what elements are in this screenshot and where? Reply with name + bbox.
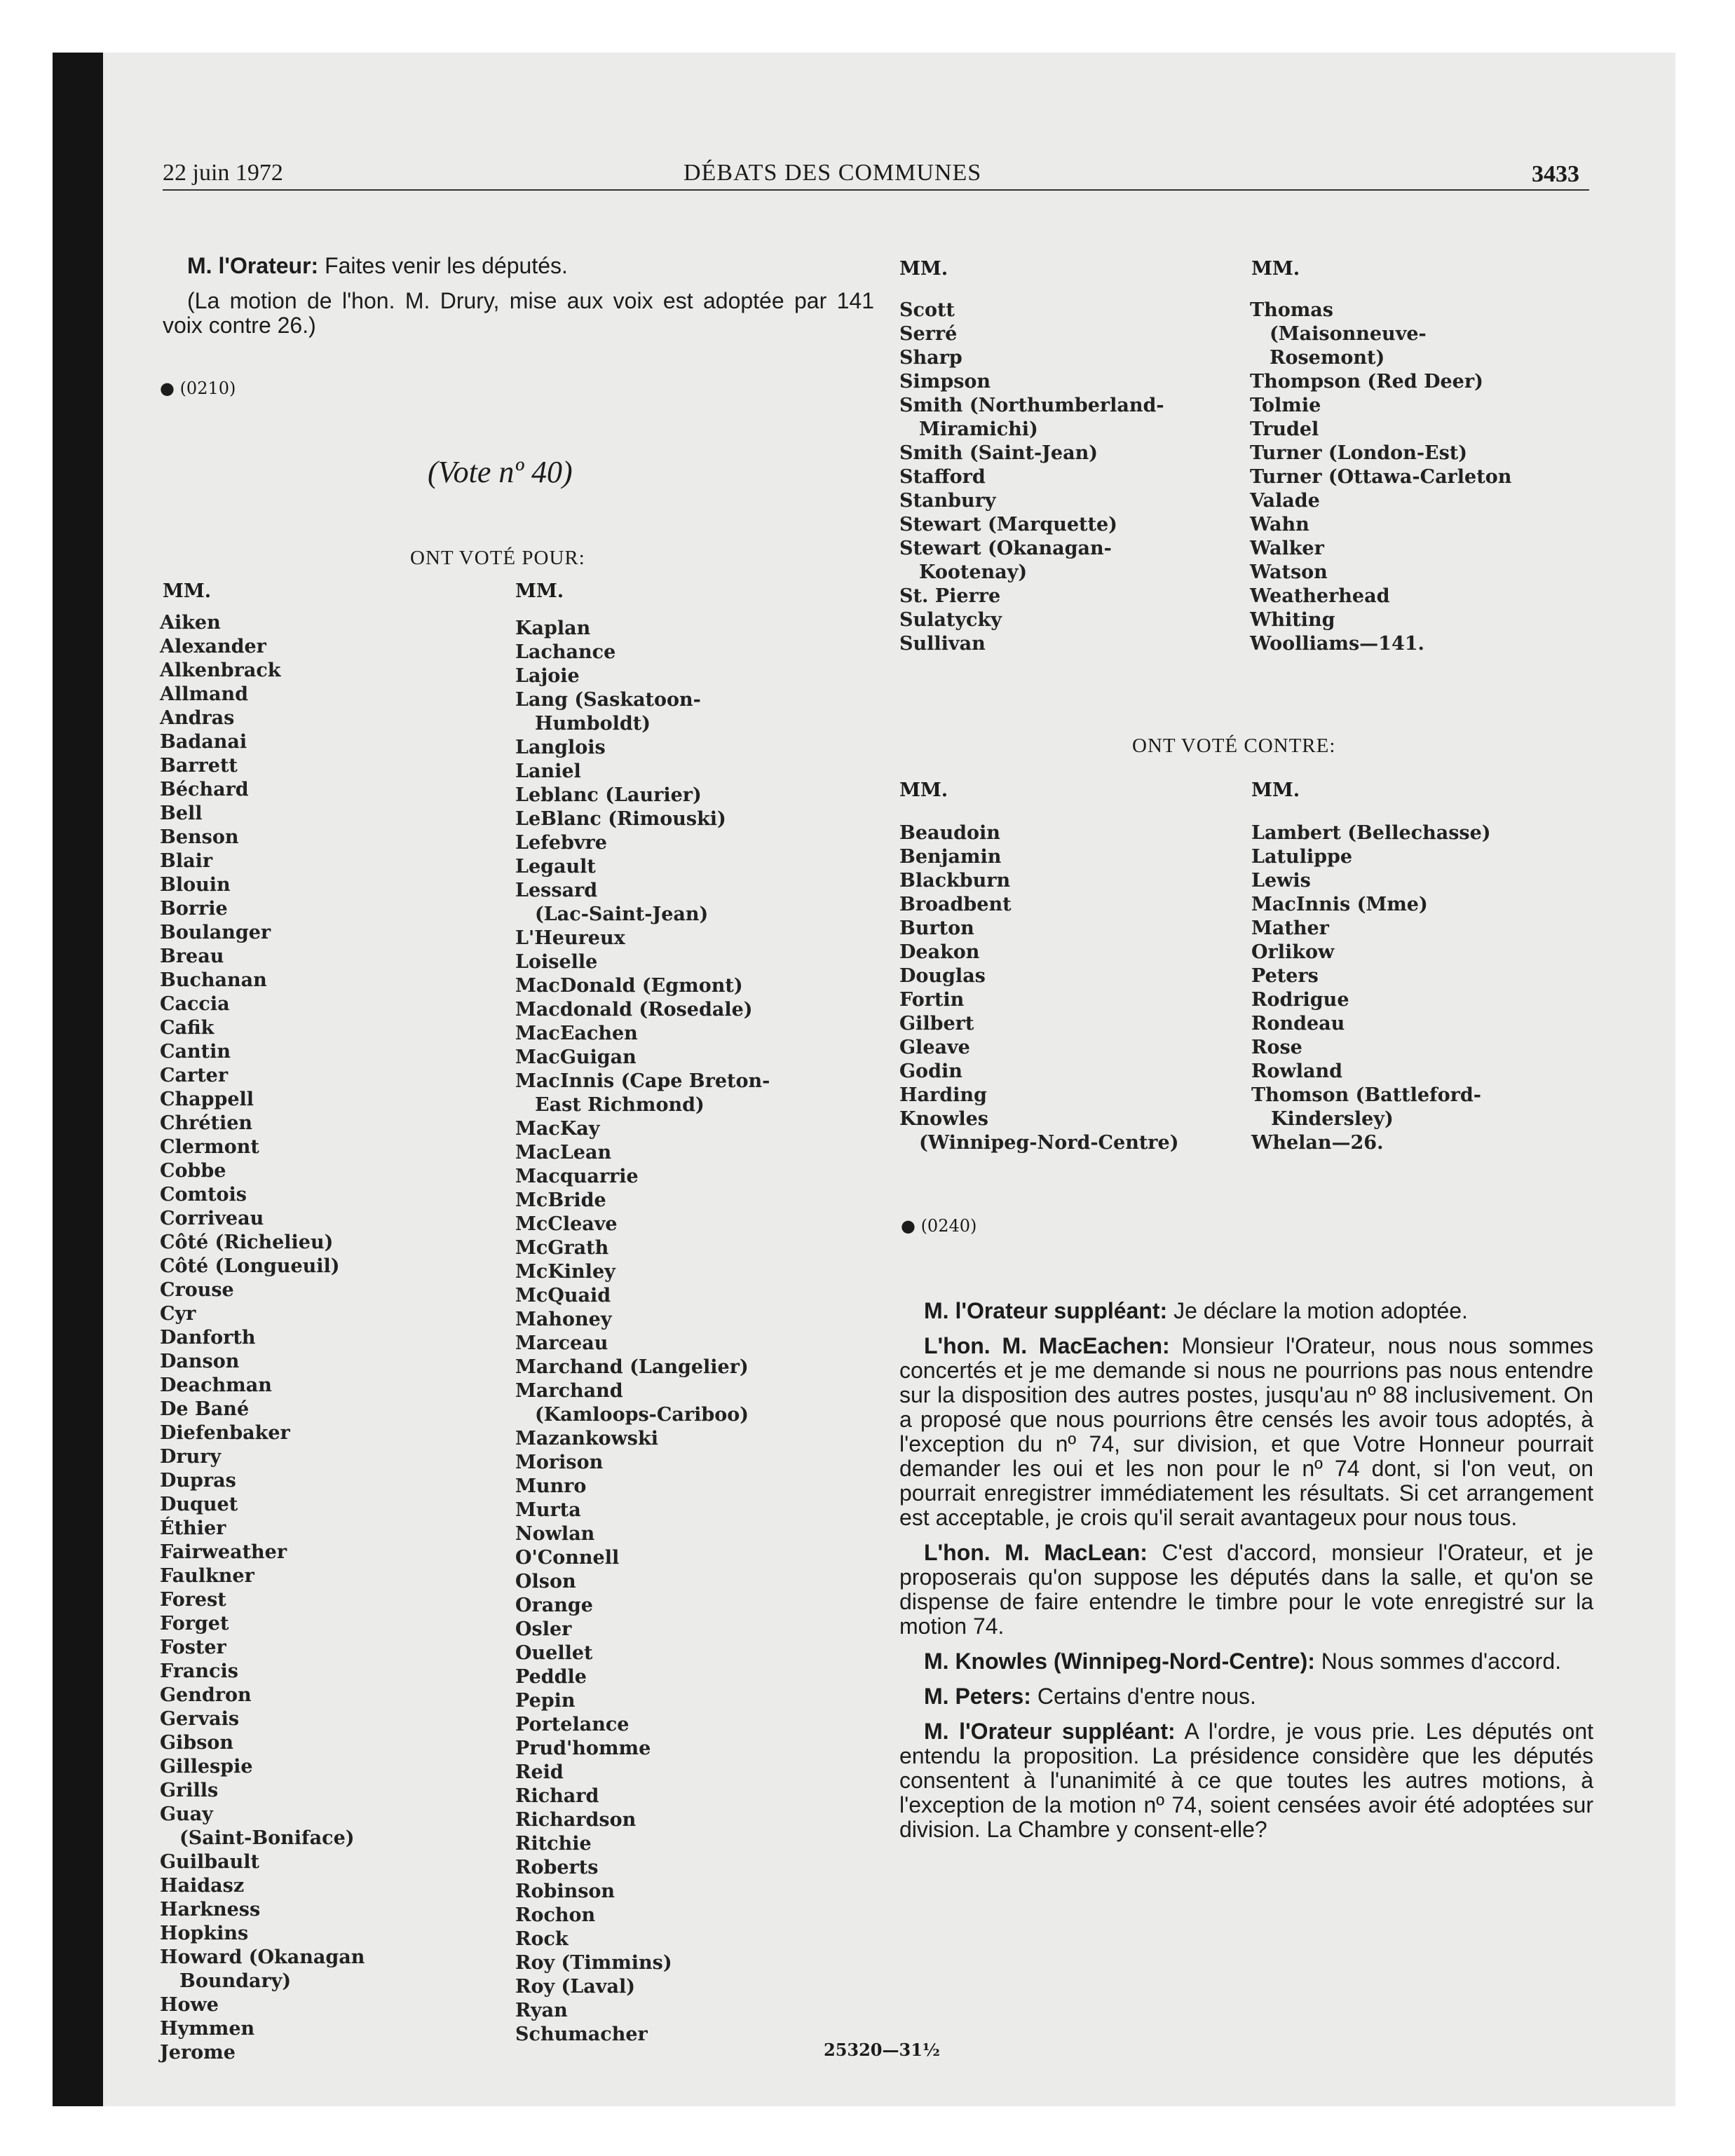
page-number: 3433 — [1532, 161, 1579, 187]
member-name: Gilbert — [899, 1013, 974, 1035]
member-name: Leblanc (Laurier) — [515, 784, 702, 806]
member-name: Howard (Okanagan — [160, 1946, 365, 1968]
member-name: Ritchie — [515, 1833, 592, 1855]
time-marker-0210: ● (0210) — [160, 378, 236, 398]
member-name: Caccia — [160, 993, 230, 1015]
member-name: Gleave — [899, 1037, 970, 1058]
member-name: Nowlan — [515, 1523, 595, 1545]
member-name: Valade — [1250, 490, 1320, 512]
member-name: Rock — [515, 1928, 569, 1950]
member-name: Côté (Longueuil) — [160, 1255, 340, 1277]
member-name: Benjamin — [899, 846, 1002, 868]
member-name: Blair — [160, 850, 213, 872]
vote-title: (Vote nº 40) — [428, 455, 573, 489]
member-name: Carter — [160, 1065, 229, 1086]
member-name: Trudel — [1250, 418, 1319, 440]
member-name: Orange — [515, 1595, 593, 1616]
binding-edge — [53, 53, 103, 2106]
member-name: Walker — [1250, 538, 1324, 559]
member-name: Andras — [160, 707, 235, 729]
member-name: Faulkner — [160, 1565, 254, 1587]
member-name: Mahoney — [515, 1309, 612, 1330]
motion-result: (La motion de l'hon. M. Drury, mise aux voix est adoptée par 141 voix contre 26.) — [163, 288, 874, 338]
pour-column-3 — [899, 299, 1164, 656]
intro-block — [163, 254, 874, 348]
member-name: Howe — [160, 1994, 219, 2016]
member-name: Gibson — [160, 1732, 234, 1754]
member-name: Macquarrie — [515, 1166, 639, 1187]
member-name: Gendron — [160, 1684, 252, 1706]
speaker-name: L'hon. M. MacLean: — [924, 1540, 1148, 1565]
member-name: Olson — [515, 1571, 576, 1592]
member-name: Rowland — [1251, 1060, 1342, 1082]
member-name: Smith (Saint-Jean) — [899, 442, 1098, 464]
debate-paragraph — [899, 1541, 1593, 1639]
member-name: Peddle — [515, 1666, 587, 1688]
member-name: Lessard — [515, 880, 598, 901]
member-name: L'Heureux — [515, 927, 625, 949]
member-name: Godin — [899, 1060, 962, 1082]
debate-paragraph — [899, 1334, 1593, 1530]
member-name: Corriveau — [160, 1208, 264, 1229]
speaker-name: M. l'Orateur suppléant: — [924, 1719, 1176, 1744]
speech-text: Monsieur l'Orateur, nous nous sommes concertés et je me demande si nous ne pourrions pas nous entendre sur la disposition des autres postes, jusqu'au nº 88 inclusivement. On a proposé que nous pourrions être censés les avoir tous adoptés, à l'exception du nº 74, sur division, et que Votre Honneur pourrait demander les oui et les non pour le nº 74 dont, si l'on veut, on pourrait enregistrer immédiatement les résultats. Si cet arrangement est acceptable, je crois qu'il serait avantageux pour nous tous. — [899, 1333, 1593, 1530]
member-name: Schumacher — [515, 2024, 648, 2045]
member-name: Watson — [1250, 561, 1328, 583]
pour-column-1 — [160, 611, 365, 2065]
member-name: Sulatycky — [899, 609, 1002, 631]
member-name: Boundary) — [179, 1970, 292, 1992]
member-name: Badanai — [160, 731, 247, 753]
member-name: Rochon — [515, 1904, 596, 1926]
mm-label-pour-1: MM. — [163, 580, 212, 602]
member-name: Reid — [515, 1761, 564, 1783]
member-name: Smith (Northumberland- — [899, 395, 1164, 416]
member-name: Rosemont) — [1270, 347, 1385, 369]
member-name: Cyr — [160, 1303, 196, 1325]
member-name: Cobbe — [160, 1160, 226, 1182]
member-name: MacLean — [515, 1142, 612, 1164]
member-name: Fairweather — [160, 1541, 287, 1563]
member-name: McGrath — [515, 1237, 609, 1259]
member-name: Fortin — [899, 989, 965, 1011]
member-name: Blackburn — [899, 870, 1011, 892]
member-name: Serré — [899, 323, 958, 345]
speech-text: A l'ordre, je vous prie. Les députés ont entendu la proposition. La présidence considère que les députés consentent à l'unanimité à ce que toutes les autres motions, à l'exception de la motion nº 74, soient censées avoir été adoptées sur division. La Chambre y consent-elle? — [899, 1719, 1593, 1842]
member-name: Beaudoin — [899, 822, 1000, 844]
member-name: Côté (Richelieu) — [160, 1231, 334, 1253]
member-name: MacDonald (Egmont) — [515, 975, 743, 997]
member-name: Wahn — [1250, 514, 1309, 535]
member-name: Roberts — [515, 1857, 599, 1878]
time-marker-0240: ● (0240) — [901, 1216, 977, 1236]
member-name: Cantin — [160, 1041, 231, 1063]
member-name: Roy (Timmins) — [515, 1952, 672, 1974]
member-name: Gillespie — [160, 1756, 253, 1778]
member-name: Loiselle — [515, 951, 598, 973]
member-name: Rondeau — [1251, 1013, 1345, 1035]
member-name: Grills — [160, 1780, 219, 1801]
member-name: Woolliams—141. — [1250, 633, 1424, 655]
member-name: De Bané — [160, 1398, 250, 1420]
member-name: Scott — [899, 299, 955, 321]
member-name: Sharp — [899, 347, 962, 369]
member-name: Alkenbrack — [160, 660, 281, 681]
member-name: Boulanger — [160, 922, 271, 943]
member-name: Ryan — [515, 2000, 568, 2021]
member-name: Weatherhead — [1250, 585, 1390, 607]
member-name: Simpson — [899, 371, 991, 393]
member-name: Thomson (Battleford- — [1251, 1084, 1481, 1106]
member-name: Hopkins — [160, 1923, 249, 1944]
member-name: Stewart (Marquette) — [899, 514, 1117, 535]
member-name: Lewis — [1251, 870, 1311, 892]
member-name: Osler — [515, 1618, 572, 1640]
member-name: Alexander — [160, 636, 266, 657]
member-name: Diefenbaker — [160, 1422, 290, 1444]
member-name: Barrett — [160, 755, 238, 777]
member-name: Comtois — [160, 1184, 247, 1206]
speaker-name: M. l'Orateur suppléant: — [924, 1298, 1168, 1323]
header-title: DÉBATS DES COMMUNES — [683, 160, 982, 186]
debate-text — [899, 1299, 1593, 1853]
member-name: Éthier — [160, 1517, 226, 1539]
member-name: Chappell — [160, 1089, 254, 1110]
contre-column-1 — [899, 821, 1179, 1155]
footer-code: 25320—31½ — [824, 2040, 940, 2060]
member-name: Deachman — [160, 1374, 272, 1396]
pour-column-4 — [1250, 299, 1511, 656]
member-name: Stafford — [899, 466, 986, 488]
member-name: Guay — [160, 1803, 213, 1825]
mm-label-pour-3: MM. — [899, 258, 948, 280]
member-name: Duquet — [160, 1494, 238, 1515]
member-name: Breau — [160, 946, 224, 967]
member-name: Deakon — [899, 941, 980, 963]
member-name: Danson — [160, 1351, 240, 1372]
member-name: Pepin — [515, 1690, 576, 1712]
member-name: Turner (Ottawa-Carleton — [1250, 466, 1512, 488]
member-name: (Lac-Saint-Jean) — [535, 903, 709, 925]
member-name: LeBlanc (Rimouski) — [515, 808, 726, 830]
speech-text: C'est d'accord, monsieur l'Orateur, et je proposerais qu'on suppose les députés dans la salle, et qu'on se dispense de faire entendre le timbre pour le vote enregistré sur la motion 74. — [899, 1540, 1594, 1639]
member-name: (Winnipeg-Nord-Centre) — [919, 1132, 1179, 1154]
member-name: Dupras — [160, 1470, 236, 1492]
member-name: Broadbent — [899, 894, 1012, 915]
member-name: Murta — [515, 1499, 581, 1521]
member-name: Portelance — [515, 1714, 630, 1735]
member-name: Kootenay) — [919, 561, 1028, 583]
member-name: Borrie — [160, 898, 228, 920]
member-name: Harding — [899, 1084, 987, 1106]
intro-speech: Faites venir les députés. — [325, 253, 568, 278]
member-name: Stanbury — [899, 490, 996, 512]
member-name: Orlikow — [1251, 941, 1335, 963]
member-name: St. Pierre — [899, 585, 1001, 607]
member-name: MacInnis (Cape Breton- — [515, 1070, 770, 1092]
speech-text: Certains d'entre nous. — [1030, 1684, 1256, 1709]
member-name: (Saint-Boniface) — [179, 1827, 355, 1849]
member-name: Tolmie — [1250, 395, 1321, 416]
debate-paragraph — [899, 1684, 1593, 1709]
member-name: Bell — [160, 803, 203, 824]
member-name: Roy (Laval) — [515, 1976, 636, 1998]
member-name: Richard — [515, 1785, 599, 1807]
member-name: Burton — [899, 917, 974, 939]
speech-text: Je déclare la motion adoptée. — [1167, 1298, 1468, 1323]
member-name: Prud'homme — [515, 1738, 651, 1759]
member-name: Lambert (Bellechasse) — [1251, 822, 1491, 844]
member-name: Stewart (Okanagan- — [899, 538, 1112, 559]
member-name: Crouse — [160, 1279, 234, 1301]
member-name: MacEachen — [515, 1023, 638, 1044]
member-name: Whiting — [1250, 609, 1335, 631]
member-name: MacInnis (Mme) — [1251, 894, 1428, 915]
member-name: Douglas — [899, 965, 986, 987]
member-name: Lachance — [515, 641, 616, 663]
member-name: McQuaid — [515, 1285, 611, 1306]
member-name: Miramichi) — [919, 418, 1038, 440]
member-name: Benson — [160, 826, 239, 848]
member-name: Béchard — [160, 779, 249, 800]
member-name: Marchand — [515, 1380, 623, 1402]
member-name: Buchanan — [160, 969, 267, 991]
member-name: Jerome — [160, 2042, 236, 2063]
intro-speaker: M. l'Orateur: — [187, 253, 319, 278]
member-name: Robinson — [515, 1881, 615, 1902]
member-name: Mather — [1251, 917, 1329, 939]
member-name: Laniel — [515, 760, 581, 782]
speech-text: Nous sommes d'accord. — [1314, 1649, 1562, 1674]
member-name: Legault — [515, 856, 596, 878]
member-name: Aiken — [160, 612, 221, 634]
member-name: Humboldt) — [535, 713, 651, 735]
contre-column-2 — [1251, 821, 1491, 1155]
speaker-name: L'hon. M. MacEachen: — [924, 1333, 1170, 1358]
member-name: Ouellet — [515, 1642, 593, 1664]
member-name: Peters — [1251, 965, 1319, 987]
pour-heading: ONT VOTÉ POUR: — [410, 547, 585, 569]
member-name: Sullivan — [899, 633, 986, 655]
member-name: Haidasz — [160, 1875, 245, 1897]
contre-heading: ONT VOTÉ CONTRE: — [1132, 735, 1336, 757]
member-name: (Maisonneuve- — [1270, 323, 1427, 345]
mm-label-pour-2: MM. — [515, 580, 564, 602]
member-name: Turner (London-Est) — [1250, 442, 1468, 464]
member-name: Blouin — [160, 874, 231, 896]
member-name: Danforth — [160, 1327, 256, 1349]
member-name: Marchand (Langelier) — [515, 1356, 749, 1378]
member-name: Thompson (Red Deer) — [1250, 371, 1483, 393]
mm-label-contre-1: MM. — [899, 779, 948, 801]
member-name: Thomas — [1250, 299, 1333, 321]
member-name: Gervais — [160, 1708, 240, 1730]
member-name: Francis — [160, 1660, 238, 1682]
member-name: Whelan—26. — [1251, 1132, 1384, 1154]
member-name: Harkness — [160, 1899, 261, 1920]
member-name: Cafik — [160, 1017, 215, 1039]
member-name: East Richmond) — [535, 1094, 705, 1116]
member-name: Richardson — [515, 1809, 637, 1831]
member-name: Mazankowski — [515, 1428, 658, 1449]
member-name: Munro — [515, 1475, 587, 1497]
member-name: MacKay — [515, 1118, 600, 1140]
member-name: Guilbault — [160, 1851, 259, 1873]
member-name: O'Connell — [515, 1547, 620, 1569]
member-name: Marceau — [515, 1332, 608, 1354]
header-date: 22 juin 1972 — [163, 160, 283, 186]
member-name: McKinley — [515, 1261, 615, 1283]
member-name: Langlois — [515, 737, 606, 758]
mm-label-contre-2: MM. — [1251, 779, 1300, 801]
member-name: Forget — [160, 1613, 229, 1635]
member-name: Kindersley) — [1271, 1108, 1394, 1130]
speaker-name: M. Knowles (Winnipeg-Nord-Centre): — [924, 1649, 1315, 1674]
member-name: Macdonald (Rosedale) — [515, 999, 753, 1021]
debate-paragraph — [899, 1719, 1593, 1842]
member-name: McCleave — [515, 1213, 618, 1235]
member-name: McBride — [515, 1189, 606, 1211]
member-name: Clermont — [160, 1136, 259, 1158]
member-name: Lefebvre — [515, 832, 607, 854]
member-name: Lang (Saskatoon- — [515, 689, 701, 711]
member-name: Rodrigue — [1251, 989, 1349, 1011]
member-name: Allmand — [160, 683, 249, 705]
header-rule — [163, 189, 1589, 191]
member-name: Knowles — [899, 1108, 988, 1130]
pour-column-2 — [515, 617, 770, 2047]
speaker-name: M. Peters: — [924, 1684, 1031, 1709]
debate-paragraph — [899, 1299, 1593, 1323]
member-name: Forest — [160, 1589, 226, 1611]
member-name: (Kamloops-Cariboo) — [535, 1404, 749, 1426]
member-name: Hymmen — [160, 2018, 255, 2040]
member-name: Foster — [160, 1637, 226, 1658]
member-name: MacGuigan — [515, 1046, 637, 1068]
member-name: Morison — [515, 1452, 604, 1473]
member-name: Kaplan — [515, 618, 591, 639]
member-name: Drury — [160, 1446, 222, 1468]
debate-paragraph — [899, 1649, 1593, 1674]
member-name: Rose — [1251, 1037, 1302, 1058]
member-name: Latulippe — [1251, 846, 1353, 868]
member-name: Lajoie — [515, 665, 580, 687]
mm-label-pour-4: MM. — [1251, 258, 1300, 280]
member-name: Chrétien — [160, 1112, 253, 1134]
